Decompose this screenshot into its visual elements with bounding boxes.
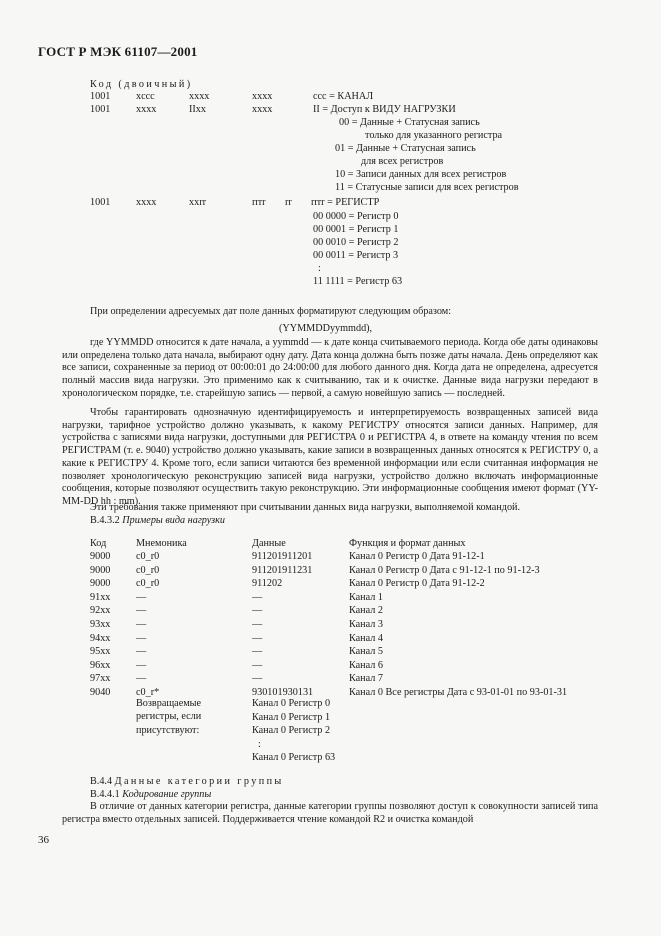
register-ellipsis: : — [318, 263, 321, 274]
table-cell: 9000 — [90, 564, 111, 576]
table-cell: Канал 2 — [349, 605, 383, 617]
returned-register-value: Канал 0 Регистр 2 — [252, 725, 331, 736]
section-b441-number: B.4.4.1 — [90, 789, 120, 800]
table-cell: Канал 0 Регистр 0 Дата с 91-12-1 по 91-12-3 — [349, 564, 540, 576]
table-cell: Канал 1 — [349, 591, 383, 603]
section-b432-number: B.4.3.2 — [90, 515, 120, 526]
register-1: 00 0001 = Регистр 1 — [313, 224, 399, 235]
code-row-1-c3: xxxx — [189, 91, 210, 102]
load-option-00-note: только для указанного регистра — [365, 130, 503, 141]
table-cell: — — [252, 673, 263, 685]
section-b441-title: Кодирование группы — [122, 789, 212, 800]
code-row-3-c3: xxrr — [189, 197, 206, 208]
table-cell: — — [252, 605, 263, 617]
table-cell: — — [252, 646, 263, 658]
table-cell: Канал 3 — [349, 619, 383, 630]
returned-register-value: : — [258, 739, 261, 750]
table-header-cell: Мнемоника — [136, 538, 187, 549]
table-cell: c0_r0 — [136, 551, 160, 562]
section-b432-title: Примеры вида нагрузки — [122, 515, 225, 526]
returned-register-value: Канал 0 Регистр 63 — [252, 752, 336, 763]
table-cell: 911202 — [252, 578, 283, 590]
table-cell: — — [136, 646, 147, 658]
code-row-3-c4: rrrr — [252, 197, 266, 208]
table-header-cell: Данные — [252, 538, 286, 549]
table-cell: — — [136, 605, 147, 617]
table-cell: Канал 0 Регистр 0 Дата 91-12-2 — [349, 578, 485, 590]
table-cell: c0_r0 — [136, 578, 160, 590]
code-row-2-desc: II = Доступ к ВИДУ НАГРУЗКИ — [313, 104, 456, 115]
load-option-10: 10 = Записи данных для всех регистров — [335, 169, 507, 180]
code-heading: Код (двоичный) — [90, 79, 193, 90]
table-cell: — — [136, 619, 147, 630]
register-2: 00 0010 = Регистр 2 — [313, 237, 399, 248]
table-cell: 93xx — [90, 619, 111, 630]
table-cell: Канал 0 Регистр 0 Дата 91-12-1 — [349, 551, 485, 562]
section-b44-number: B.4.4 — [90, 776, 113, 787]
register-3: 00 0011 = Регистр 3 — [313, 250, 399, 261]
table-cell: 91xx — [90, 591, 111, 603]
code-row-2-c2: xxxx — [136, 104, 157, 115]
code-row-1-code: 1001 — [90, 91, 111, 102]
code-row-1-c2: xccc — [136, 91, 155, 102]
table-cell: — — [136, 632, 147, 644]
returned-registers-label: Возвращаемые — [136, 698, 202, 709]
section-b432 — [90, 515, 225, 527]
paragraph-date-format: При определении адресуемых дат поле данных форматируют следующим образом: — [90, 306, 452, 317]
date-formula: (YYMMDDyymmdd), — [279, 323, 373, 334]
table-cell: Канал 7 — [349, 673, 383, 685]
table-cell: Канал 4 — [349, 632, 383, 644]
table-cell: 911201911231 — [252, 564, 313, 576]
table-cell: 9040 — [90, 687, 111, 698]
paragraph-date-explanation: где YYMMDD относится к дате начала, а yymmdd — к дате конца считываемого периода. Когда обе даты одинаковы или определена только дата начала, выбирают одну дату. Дата конца должна быть позже даты начала. День определяют как все записи, сохраненные за период от 00:00:01 до 24:00:00 для любого данного дня. Когда дата не определена, адресуется полный массив вида нагрузки. Это применимо как к считыванию, так и к очистке. Данные вида нагрузки передают в хронологическом порядке, т.е. старейшую запись — первой, а самую новейшую запись — последней. — [62, 337, 598, 399]
returned-register-value: Канал 0 Регистр 1 — [252, 712, 331, 723]
table-cell: Канал 0 Все регистры Дата с 93-01-01 по 93-01-31 — [349, 687, 568, 698]
table-cell: 9000 — [90, 578, 111, 590]
table-cell: c0_r* — [136, 687, 160, 698]
page-header-title: ГОСТ Р МЭК 61107—2001 — [38, 44, 198, 59]
table-cell: c0_r0 — [136, 564, 160, 576]
table-cell: 9000 — [90, 551, 111, 562]
paragraph-requirements: Эти требования также применяют при считывании данных вида нагрузки, выполняемой командой. — [90, 502, 521, 513]
load-option-01: 01 = Данные + Статусная запись — [335, 143, 476, 154]
table-cell: 96xx — [90, 659, 111, 671]
register-63: 11 1111 = Регистр 63 — [313, 276, 403, 287]
code-row-1-c4: xxxx — [252, 91, 273, 102]
paragraph-identification: Чтобы гарантировать однозначную идентифицируемость и интерпретируемость возвращенных записей вида нагрузки, тарифное устройство должно указывать, к какому РЕГИСТРУ относятся записи данных. Например, для устройства с записями вида нагрузки, доступными для РЕГИСТРА 0 и РЕГИСТРА 4, в ответе на команду чтения по всем РЕГИСТРАМ (т. е. 9040) устройство должно указывать, какие записи в возвращенных данных относятся к РЕГИСТРУ 0, а какие к РЕГИСТРУ 4. Кроме того, если записи читаются без временной информации или если считанная информация не позволяет хронологическую реконструкцию записей вида нагрузки, устройство должно включать информационные сообщения, которые позволяют осуществить такую реконструкцию. Эти информационные сообщения имеют формат (YY-MM-DD hh : mm). — [62, 407, 598, 507]
register-0: 00 0000 = Регистр 0 — [313, 211, 399, 222]
code-row-3-desc: rrrr = РЕГИСТР — [311, 197, 380, 208]
load-option-01-note: для всех регистров — [361, 156, 444, 167]
table-header-cell: Функция и формат данных — [349, 538, 466, 549]
table-cell: 930101930131 — [252, 687, 314, 698]
table-cell: 94xx — [90, 632, 111, 644]
table-cell: 92xx — [90, 605, 111, 617]
code-row-3-c5: rr — [285, 197, 292, 208]
table-cell: — — [252, 632, 263, 644]
load-option-11: 11 = Статусные записи для всех регистров — [335, 182, 519, 193]
table-cell: — — [252, 619, 263, 630]
load-option-00: 00 = Данные + Статусная запись — [339, 117, 480, 128]
table-cell: 911201911201 — [252, 551, 313, 562]
code-row-3-code: 1001 — [90, 197, 111, 208]
paragraph-group-category: В отличие от данных категории регистра, данные категории группы позволяют доступ к совокупности записей типа регистра вместо отдельных записей. Поддерживается чтение командой R2 и очистка командой — [62, 801, 598, 825]
section-b44-title: Данные категории группы — [114, 776, 284, 787]
table-cell: Канал 6 — [349, 659, 383, 671]
returned-registers-label: регистры, если — [136, 711, 202, 723]
table-cell: — — [136, 659, 147, 671]
table-cell: 97xx — [90, 673, 111, 685]
code-row-3-c2: xxxx — [136, 197, 157, 208]
code-row-2-c3: IIxx — [189, 104, 206, 115]
table-cell: 95xx — [90, 646, 111, 658]
code-row-2-c4: xxxx — [252, 104, 273, 115]
table-cell: — — [136, 591, 147, 603]
code-row-1-desc: ccc = КАНАЛ — [313, 91, 374, 102]
returned-registers-label: присутствуют: — [136, 724, 200, 736]
page-number: 36 — [38, 834, 49, 846]
table-cell: — — [252, 591, 263, 603]
returned-register-value: Канал 0 Регистр 0 — [252, 698, 331, 709]
table-cell: — — [136, 673, 147, 685]
section-b44 — [90, 776, 284, 788]
table-header-cell: Код — [90, 538, 107, 549]
code-row-2-code: 1001 — [90, 104, 111, 115]
table-cell: — — [252, 659, 263, 671]
table-cell: Канал 5 — [349, 646, 383, 658]
section-b441 — [90, 789, 211, 801]
